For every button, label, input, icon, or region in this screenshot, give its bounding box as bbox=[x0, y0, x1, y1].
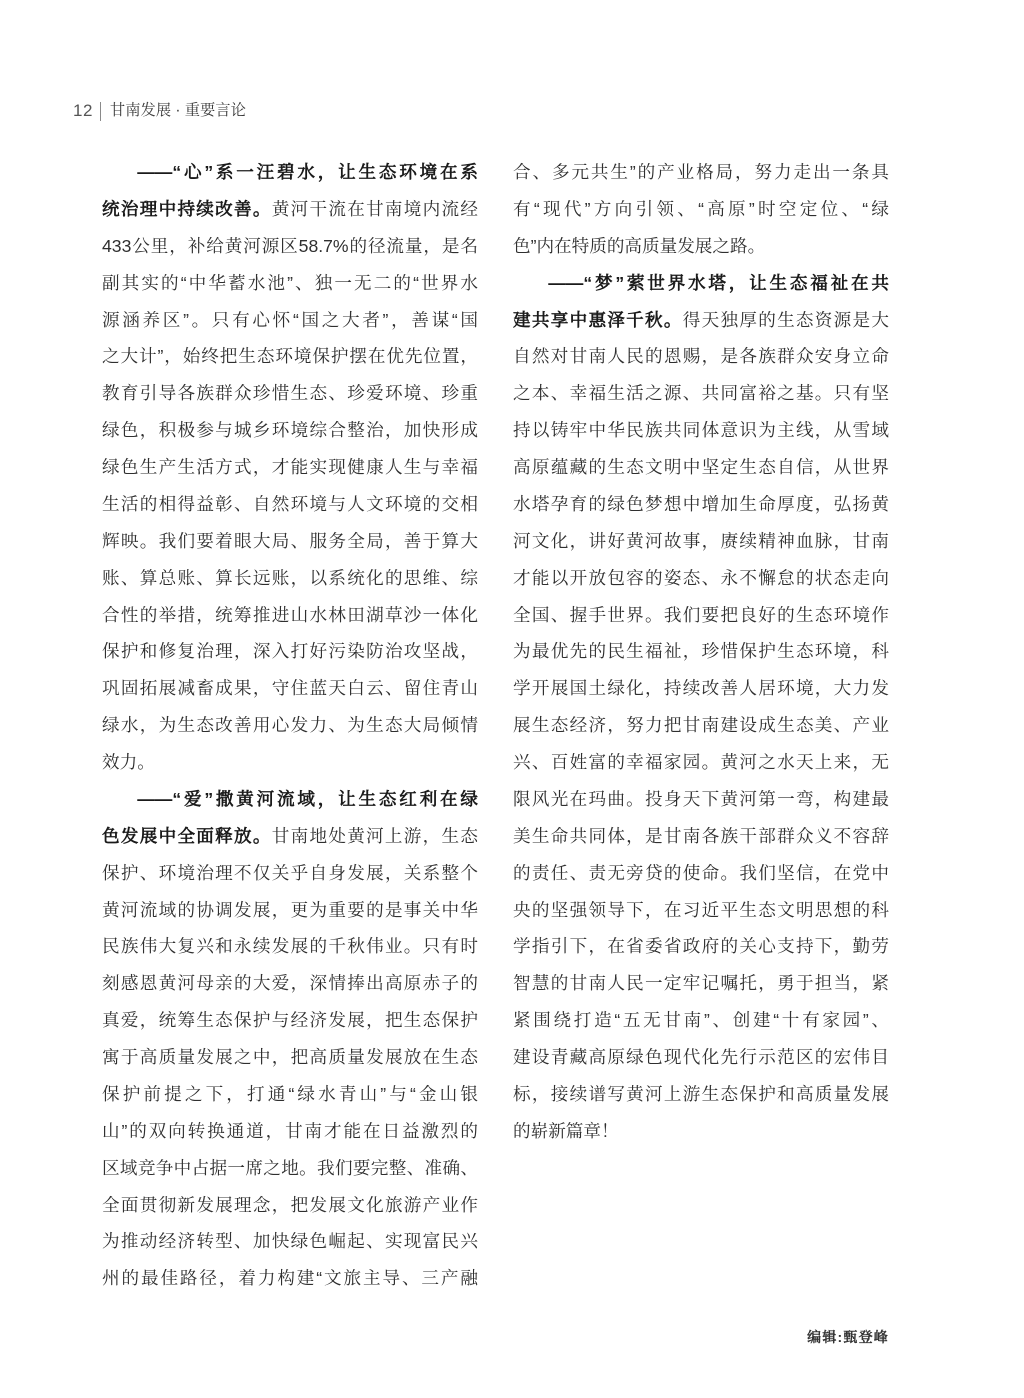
text-line: 全面贯彻新发展理念，把发展文化旅游产业作 bbox=[102, 1194, 478, 1215]
text-line: 为最优先的民生福祉，珍惜保护生态环境，科 bbox=[513, 641, 889, 662]
text-line: 区域竞争中占据一席之地。我们要完整、准确、 bbox=[102, 1157, 478, 1178]
text-line: 黄河流域的协调发展，更为重要的是事关中华 bbox=[102, 899, 478, 920]
lead-in-text: 统治理中持续改善。 bbox=[102, 198, 272, 219]
running-header bbox=[73, 100, 246, 122]
text-line: 之本、幸福生活之源、共同富裕之基。只有坚 bbox=[513, 383, 889, 404]
text-line: 保护前提之下，打通“绿水青山”与“金山银 bbox=[102, 1083, 478, 1104]
text-line: 寓于高质量发展之中，把高质量发展放在生态 bbox=[102, 1047, 478, 1067]
text-line: 效力。 bbox=[102, 752, 155, 772]
text-line: 山”的双向转换通道，甘南才能在日益激烈的 bbox=[102, 1120, 478, 1141]
text-line bbox=[513, 302, 889, 339]
text-line: 绿水，为生态改善用心发力、为生态大局倾情 bbox=[102, 715, 478, 736]
text-line: 高原蕴藏的生态文明中坚定生态自信，从世界 bbox=[513, 457, 889, 477]
text-line: 学指引下，在省委省政府的关心支持下，勤劳 bbox=[513, 936, 889, 957]
text-line: 限风光在玛曲。投身天下黄河第一弯，构建最 bbox=[513, 788, 889, 809]
text-line: 为推动经济转型、加快绿色崛起、实现富民兴 bbox=[102, 1231, 478, 1252]
text-line: 巩固拓展减畜成果，守住蓝天白云、留住青山 bbox=[102, 678, 478, 699]
text-line: 合、多元共生”的产业格局，努力走出一条具 bbox=[513, 162, 889, 182]
text-line: 学开展国土绿化，持续改善人居环境，大力发 bbox=[513, 678, 889, 699]
text-line: 源涵养区”。只有心怀“国之大者”，善谋“国 bbox=[102, 309, 478, 330]
body-text: 甘南地处黄河上游，生态 bbox=[271, 825, 478, 846]
lead-in-line: ——“心”系一汪碧水，让生态环境在系 bbox=[137, 162, 478, 182]
text-line: 建设青藏高原绿色现代化先行示范区的宏伟目 bbox=[513, 1047, 889, 1067]
text-line: 账、算总账、算长远账，以系统化的思维、综 bbox=[102, 567, 478, 588]
editor-credit: 编辑:甄登峰 bbox=[807, 1329, 889, 1345]
text-line: 才能以开放包容的姿态、永不懈怠的状态走向 bbox=[513, 567, 889, 588]
text-line: 持以铸牢中华民族共同体意识为主线，从雪域 bbox=[513, 420, 889, 441]
paragraph-2 bbox=[102, 781, 478, 1297]
text-line: 全国、握手世界。我们要把良好的生态环境作 bbox=[513, 604, 889, 625]
text-line: 有“现代”方向引领、“高原”时空定位、“绿 bbox=[513, 198, 889, 219]
lead-in-text: 色发展中全面释放。 bbox=[102, 825, 272, 846]
text-line: 兴、百姓富的幸福家园。黄河之水天上来，无 bbox=[513, 752, 889, 772]
text-line: 433公里，补给黄河源区58.7%的径流量，是名 bbox=[102, 235, 478, 256]
text-line: 辉映。我们要着眼大局、服务全局，善于算大 bbox=[102, 530, 478, 551]
text-line: 色”内在特质的高质量发展之路。 bbox=[513, 235, 766, 256]
text-line: 展生态经济，努力把甘南建设成生态美、产业 bbox=[513, 715, 889, 736]
text-line: 之大计”，始终把生态环境保护摆在优先位置， bbox=[102, 346, 478, 367]
text-line: 保护、环境治理不仅关乎自身发展，关系整个 bbox=[102, 862, 478, 883]
text-line: 民族伟大复兴和永续发展的千秋伟业。只有时 bbox=[102, 936, 478, 957]
body-text: 黄河干流在甘南境内流经 bbox=[271, 198, 478, 219]
text-line: 紧围绕打造“五无甘南”、创建“十有家园”、 bbox=[513, 1010, 889, 1031]
text-line: 绿色，积极参与城乡环境综合整治，加快形成 bbox=[102, 420, 478, 441]
body-text: 得天独厚的生态资源是大 bbox=[682, 309, 889, 330]
text-line: 标，接续谱写黄河上游生态保护和高质量发展 bbox=[513, 1083, 889, 1104]
text-line: 自然对甘南人民的恩赐，是各族群众安身立命 bbox=[513, 346, 889, 367]
text-line bbox=[102, 191, 478, 228]
text-line: 美生命共同体，是甘南各族干部群众义不容辞 bbox=[513, 825, 889, 846]
left-column bbox=[102, 154, 478, 1297]
paragraph-3 bbox=[513, 265, 889, 1150]
text-line: 副其实的“中华蓄水池”、独一无二的“世界水 bbox=[102, 272, 478, 293]
text-line: 央的坚强领导下，在习近平生态文明思想的科 bbox=[513, 899, 889, 920]
text-line: 保护和修复治理，深入打好污染防治攻坚战， bbox=[102, 641, 478, 662]
lead-in-text: 建共享中惠泽千秋。 bbox=[513, 309, 683, 330]
text-line: 的崭新篇章！ bbox=[513, 1120, 619, 1141]
section-title: 甘南发展 · 重要言论 bbox=[109, 102, 246, 119]
text-line: 生活的相得益彰、自然环境与人文环境的交相 bbox=[102, 493, 478, 514]
right-column bbox=[513, 154, 889, 1150]
text-line: 河文化，讲好黄河故事，赓续精神血脉，甘南 bbox=[513, 530, 889, 551]
text-line: 智慧的甘南人民一定牢记嘱托，勇于担当，紧 bbox=[513, 973, 889, 994]
text-line: 合性的举措，统筹推进山水林田湖草沙一体化 bbox=[102, 604, 478, 625]
paragraph-2-continued bbox=[513, 154, 889, 265]
header-divider bbox=[100, 102, 101, 121]
text-line: 水塔孕育的绿色梦想中增加生命厚度，弘扬黄 bbox=[513, 493, 889, 514]
text-line: 的责任、责无旁贷的使命。我们坚信，在党中 bbox=[513, 862, 889, 883]
text-line: 绿色生产生活方式，才能实现健康人生与幸福 bbox=[102, 457, 478, 477]
lead-in-line: ——“爱”撒黄河流域，让生态红利在绿 bbox=[137, 788, 478, 809]
text-line: 刻感恩黄河母亲的大爱，深情捧出高原赤子的 bbox=[102, 973, 478, 994]
text-line bbox=[102, 818, 478, 855]
paragraph-1 bbox=[102, 154, 478, 781]
text-line: 州的最佳路径，着力构建“文旅主导、三产融 bbox=[102, 1268, 478, 1289]
page-number: 12 bbox=[73, 101, 93, 120]
lead-in-line: ——“梦”萦世界水塔，让生态福祉在共 bbox=[548, 272, 889, 293]
text-line: 教育引导各族群众珍惜生态、珍爱环境、珍重 bbox=[102, 383, 478, 404]
text-line: 真爱，统筹生态保护与经济发展，把生态保护 bbox=[102, 1010, 478, 1031]
